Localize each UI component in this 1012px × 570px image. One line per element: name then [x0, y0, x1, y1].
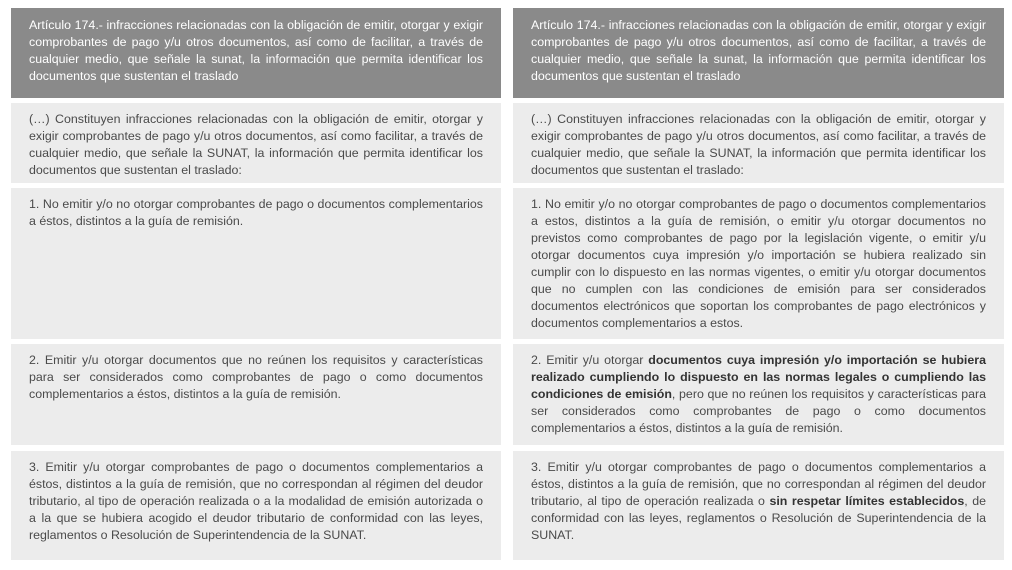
right-item3-rest: , de conformidad con las leyes, reglamentos o Resolución de Superintendencia de la SUNAT. [531, 494, 987, 542]
right-item2-emphasis: documentos cuya impresión y/o importación se hubiera realizado cumpliendo lo dispuesto en las normas legales o cumpliendo las condiciones de emisión [531, 353, 986, 401]
left-intro-text: (…) Constituyen infracciones relacionadas con la obligación de emitir, otorgar y exigir comprobantes de pago y/u otros documentos, así como facilitar, a través de cualquier medio, que señale la SUNAT, la información que permita identificar los documentos que sustentan el traslado: [29, 112, 483, 177]
right-item2-text [531, 352, 986, 437]
right-item3-cell [513, 451, 1004, 560]
right-item3-emphasis: sin respetar límites establecidos [769, 494, 965, 508]
right-item2-cell [513, 344, 1004, 445]
left-item2-text: 2. Emitir y/u otorgar documentos que no reúnen los requisitos y características para ser considerados como comprobantes de pago o como documentos complementarios a éstos, distintos a la guía de remisión. [29, 353, 483, 401]
left-header-text: Artículo 174.- infracciones relacionadas con la obligación de emitir, otorgar y exigir comprobantes de pago y/u otros documentos, así como de facilitar, a través de cualquier medio, que señale la sunat, la información que permita identificar los documentos que sustentan el traslado [29, 18, 483, 83]
left-item1-text: 1. No emitir y/o no otorgar comprobantes de pago o documentos complementarios a éstos, distintos a la guía de remisión. [29, 197, 483, 228]
left-header-cell [11, 8, 501, 98]
right-item1-cell [513, 188, 1004, 339]
right-item1-text: 1. No emitir y/o no otorgar comprobantes de pago o documentos complementarios a estos, distintos a la guía de remisión, o emitir y/u otorgar documentos no previstos como comprobantes de pago por la legislación vigente, o emitir y/u otorgar documentos cuya impresión y/o importación se hubiera realizado sin cumplir con lo dispuesto en las normas vigentes, o emitir y/u otorgar documentos que no cumplen con las condiciones de emisión para ser considerados documentos electrónicos que soportan los comprobantes de pago electrónicos y documentos complementarios a estos. [531, 197, 986, 330]
right-header-text: Artículo 174.- infracciones relacionadas con la obligación de emitir, otorgar y exigir comprobantes de pago y/u otros documentos, así como de facilitar, a través de cualquier medio, que señale la sunat, la información que permita identificar los documentos que sustentan el traslado [531, 18, 986, 83]
left-intro-cell [11, 103, 501, 183]
right-item2-rest: , pero que no reúnen los requisitos y características para ser considerados como comprobantes de pago o como documentos complementarios a éstos, distintos a la guía de remisión. [531, 387, 986, 435]
left-item3-cell [11, 451, 501, 560]
right-intro-cell [513, 103, 1004, 183]
right-header-cell [513, 8, 1004, 98]
right-item3-text [531, 459, 986, 544]
right-intro-text: (…) Constituyen infracciones relacionadas con la obligación de emitir, otorgar y exigir comprobantes de pago y/u otros documentos, así como facilitar, a través de cualquier medio, que señale la SUNAT, la información que permita identificar los documentos que sustentan el traslado: [531, 112, 986, 177]
right-item3-lead: 3. Emitir y/u otorgar comprobantes de pago o documentos complementarios a éstos, distintos a la guía de remisión, que no correspondan al régimen del deudor tributario, al tipo de operación realizada o [531, 460, 986, 508]
left-item2-cell [11, 344, 501, 445]
left-item3-text: 3. Emitir y/u otorgar comprobantes de pago o documentos complementarios a éstos, distintos a la guía de remisión, que no correspondan al régimen del deudor tributario, al tipo de operación realizada o a la modalidad de emisión autorizada o a la que se hubiera acogido el deudor tributario de conformidad con las leyes, reglamentos o Resolución de Superintendencia de la SUNAT. [29, 460, 483, 542]
left-item1-cell [11, 188, 501, 339]
right-item2-lead: 2. Emitir y/u otorgar [531, 353, 649, 367]
